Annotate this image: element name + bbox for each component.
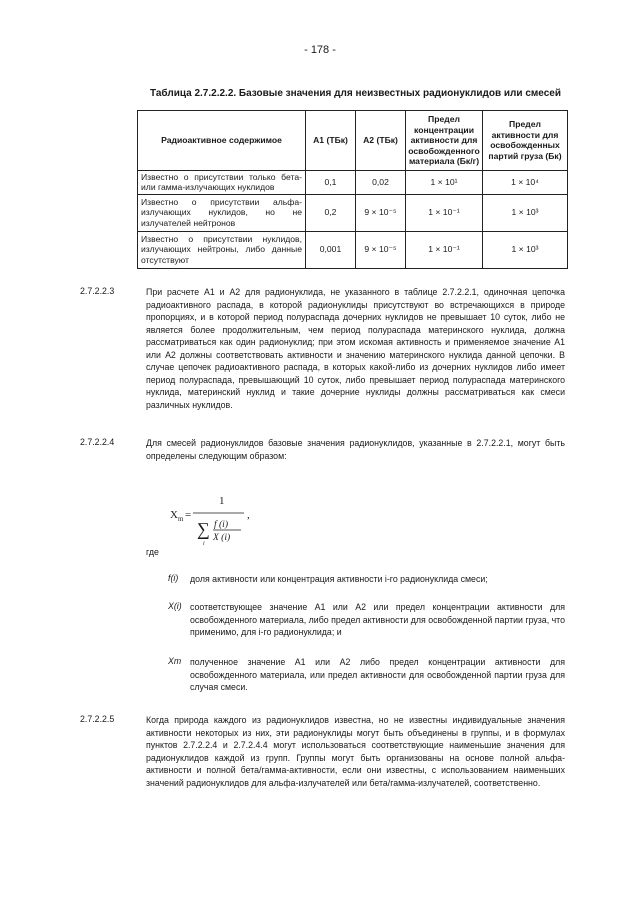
row-a2: 0,02 bbox=[356, 170, 406, 194]
mixture-formula bbox=[170, 488, 270, 550]
formula-trail: , bbox=[247, 509, 250, 521]
formula-equals: = bbox=[185, 509, 192, 521]
base-values-table bbox=[137, 110, 568, 269]
row-content: Известно о присутствии только бета- или гамма-излучающих нуклидов bbox=[138, 170, 306, 194]
row-a1: 0,2 bbox=[306, 194, 356, 231]
row-content: Известно о присутствии нуклидов, излучающих нейтроны, либо данные отсутствуют bbox=[138, 231, 306, 268]
header-a2: A2 (ТБк) bbox=[356, 111, 406, 171]
header-concentration-limit: Предел концентрации активности для освобожденного материала (Бк/г) bbox=[406, 111, 483, 171]
row-a1: 0,1 bbox=[306, 170, 356, 194]
row-concentration-limit: 1 × 10¹ bbox=[406, 170, 483, 194]
formula-numerator: 1 bbox=[219, 495, 225, 507]
header-activity-limit: Предел активности для освобожденных партий груза (Бк) bbox=[483, 111, 568, 171]
row-a2: 9 × 10⁻⁵ bbox=[356, 231, 406, 268]
section-text-2-7-2-2-5: Когда природа каждого из радионуклидов известна, но не известны индивидуальные значения активности некоторых из них, эти радионуклиды могут быть объединены в группы, и в формулах пунктов 2.7.2.2.4 и 2.7.2.4.4 могут использоваться соответствующие наименьшие значения для радионуклидов каждой из групп. Группы могут быть организованы на основе полной альфа-активности и полной бета/гамма-активности, если они известны, с использованием наименьших значений радионуклидов для альфа-излучателей или бета/гамма-излучателей, соответственно. bbox=[146, 715, 565, 788]
header-content: Радиоактивное содержимое bbox=[138, 111, 306, 171]
definition-text-xm: полученное значение A1 или A2 либо предел концентрации активности для освобожденного материала, или предел активности для освобожденной партии груза для случая смеси. bbox=[190, 657, 565, 692]
formula-sigma: ∑ bbox=[197, 519, 210, 539]
table-row bbox=[138, 170, 568, 194]
header-a1: A1 (ТБк) bbox=[306, 111, 356, 171]
where-label: где bbox=[146, 547, 159, 557]
formula-inner-numerator: f (i) bbox=[214, 520, 228, 530]
formula-sigma-index: i bbox=[203, 541, 205, 547]
row-activity-limit: 1 × 10³ bbox=[483, 194, 568, 231]
definition-symbol-f-i: f(i) bbox=[168, 573, 179, 583]
page-number: - 178 - bbox=[304, 44, 336, 56]
row-activity-limit: 1 × 10³ bbox=[483, 231, 568, 268]
table-row bbox=[138, 231, 568, 268]
table-header-row bbox=[138, 111, 568, 171]
formula-lhs: X bbox=[170, 509, 178, 521]
row-a2: 9 × 10⁻⁵ bbox=[356, 194, 406, 231]
definition-symbol-xm: Xm bbox=[168, 656, 182, 666]
definition-text-f-i: доля активности или концентрация активности i-го радионуклида смеси; bbox=[190, 574, 488, 584]
row-a1: 0,001 bbox=[306, 231, 356, 268]
section-number-2-7-2-2-4: 2.7.2.2.4 bbox=[80, 437, 115, 447]
row-concentration-limit: 1 × 10⁻¹ bbox=[406, 231, 483, 268]
section-number-2-7-2-2-3: 2.7.2.2.3 bbox=[80, 286, 115, 296]
section-number-2-7-2-2-5: 2.7.2.2.5 bbox=[80, 714, 115, 724]
formula-inner-denominator: X (i) bbox=[213, 533, 231, 543]
definition-text-x-i: соответствующее значение A1 или A2 или предел концентрации активности для освобожденного материала, либо предел активности для освобожденной партии груза, что применимо, для i-го радионуклида; и bbox=[190, 602, 565, 637]
section-text-2-7-2-2-3: При расчете A1 и A2 для радионуклида, не указанного в таблице 2.7.2.2.1, одиночная цепочка радиоактивного распада, в которой радионуклиды присутствуют во встречающихся в природе пропорциях, и в которой период полураспада дочерних нуклидов не превышает 10 суток, либо не является более продолжительным, чем период полураспада материнского нуклида, должна рассматриваться как один радионуклид; при этом искомая активность и применяемое значение A1 или A2 должны соответствовать активности и значению материнского нуклида данной цепочки. В случае цепочек радиоактивного распада, в которых какой-либо из дочерних нуклидов либо имеет период полураспада, превышающий 10 суток, либо превышает период полураспада материнского нуклида, материнский нуклид и такие дочерние нуклиды должны рассматриваться как смеси различных нуклидов. bbox=[146, 287, 565, 410]
definition-symbol-x-i: X(i) bbox=[168, 601, 182, 611]
formula-lhs-sub: m bbox=[178, 515, 184, 523]
row-content: Известно о присутствии альфа-излучающих нуклидов, но не излучателей нейтронов bbox=[138, 194, 306, 231]
row-concentration-limit: 1 × 10⁻¹ bbox=[406, 194, 483, 231]
row-activity-limit: 1 × 10⁴ bbox=[483, 170, 568, 194]
table-row bbox=[138, 194, 568, 231]
section-text-2-7-2-2-4: Для смесей радионуклидов базовые значения радионуклидов, указанные в 2.7.2.2.1, могут быть определены следующим образом: bbox=[146, 438, 565, 461]
table-caption: Таблица 2.7.2.2.2. Базовые значения для неизвестных радионуклидов или смесей bbox=[150, 88, 561, 99]
